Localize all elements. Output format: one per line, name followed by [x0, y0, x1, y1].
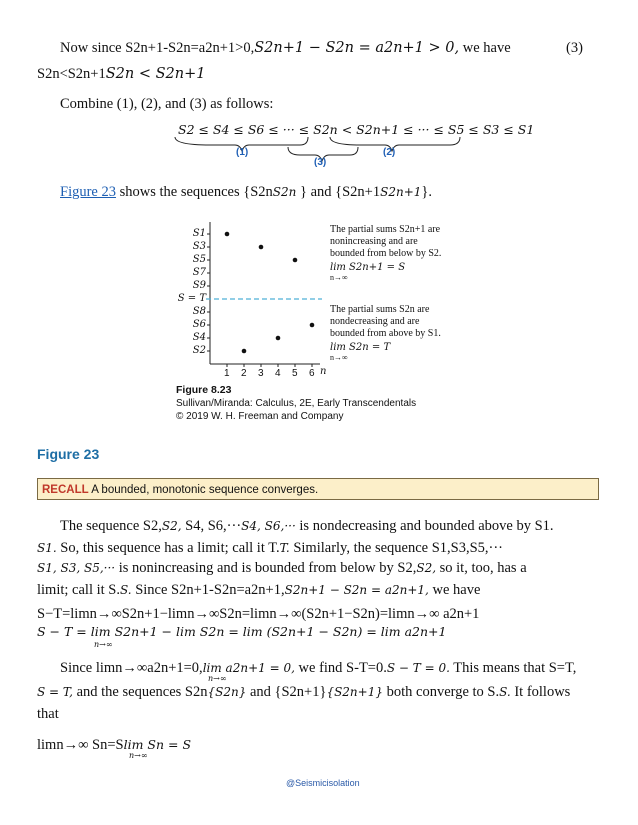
figure-caption-title: Figure 8.23 [176, 384, 232, 396]
final-limit-sub: n→∞ [129, 751, 148, 760]
para-1-text-b: we have [462, 40, 511, 56]
equation-math-sub: n→∞ [94, 640, 113, 649]
para-4-line-3 [37, 560, 527, 577]
para-3 [60, 184, 432, 201]
para-5-text-b: we find S-T=0. [298, 660, 387, 676]
equation-math: S − T = lim S2n+1 − lim S2n = lim (S2n+1 − S2n) = lim a2n+1 [37, 624, 447, 639]
note-top-line-1: The partial sums S2n+1 are [330, 224, 441, 235]
y-label-s4: S4 [192, 332, 206, 343]
y-axis-labels [170, 227, 206, 357]
note-bottom-line-2: nondecreasing and are [330, 316, 420, 327]
para-5-text-g: It follows [514, 684, 571, 700]
para-5-math-4: {S2n} [207, 685, 247, 699]
y-label-s8: S8 [192, 306, 206, 317]
para-4-line-4 [37, 582, 480, 599]
point-s1 [225, 232, 230, 237]
y-label-s1: S1 [192, 228, 206, 239]
figure-caption-copyright: © 2019 W. H. Freeman and Company [176, 411, 344, 422]
para-5-math-6: S. [499, 685, 511, 699]
limit-bottom: lim S2n = T [330, 342, 391, 353]
para-3-text-b: S2n [250, 184, 273, 200]
chain-mid: < [341, 122, 353, 137]
point-s5 [293, 258, 298, 263]
para-5-line-3: that [37, 706, 59, 722]
y-label-s5: S5 [192, 254, 206, 265]
equation-text: S−T=limn→∞S2n+1−limn→∞S2n=limn→∞(S2n+1−S2n)=limn→∞ a2n+1 [37, 606, 480, 622]
x-tick-3: 3 [258, 368, 264, 379]
para-1-line-1 [60, 40, 511, 57]
para-1-text-a: Now since S2n+1-S2n=a2n+1>0, [60, 40, 255, 56]
para-4-text-3b: so it, too, has a [439, 560, 527, 576]
para-4-text-4b: Since S2n+1-S2n=a2n+1, [135, 582, 285, 598]
point-s4 [276, 336, 281, 341]
y-label-s3: S3 [192, 241, 206, 252]
para-3-text-c: } and { [300, 184, 343, 200]
chain-label-1: (1) [236, 147, 249, 158]
final-limit-text: limn→∞ Sn=S [37, 737, 124, 753]
para-4-math-4a: S. [119, 583, 132, 597]
note-bottom-line-1: The partial sums S2n are [330, 304, 430, 315]
para-4-text-2b: Similarly, the sequence S1,S3,S5,··· [293, 540, 504, 556]
footer-watermark: @Seismicisolation [286, 778, 360, 788]
recall-text: A bounded, monotonic sequence converges. [91, 484, 319, 496]
para-5-line-2 [37, 684, 570, 701]
figure-23-link[interactable]: Figure 23 [60, 184, 116, 200]
y-label-s9: S9 [192, 280, 206, 291]
para-4-math-1a: S2, [161, 519, 182, 533]
x-tick-6: 6 [309, 368, 315, 379]
y-label-s7: S7 [192, 267, 206, 278]
para-5-text-d: and the sequences S2n [76, 684, 208, 700]
limit-top: lim S2n+1 = S [330, 262, 406, 273]
para-5-math-3: S = T, [37, 685, 73, 699]
chain-right: S2n+1 ≤ ··· ≤ S5 ≤ S3 ≤ S1 [356, 122, 535, 137]
para-2: Combine (1), (2), and (3) as follows: [60, 96, 274, 112]
recall-box [37, 478, 599, 500]
para-3-text-e: }. [421, 184, 432, 200]
para-4-line-1 [60, 518, 554, 535]
figure-caption-source: Sullivan/Miranda: Calculus, 2E, Early Transcendentals [176, 398, 417, 409]
note-bottom [330, 304, 441, 364]
para-5-text-e: and {S2n+1} [249, 684, 327, 700]
para-5-math-1: lim a2n+1 = 0, [202, 661, 295, 675]
recall-keyword: RECALL [42, 484, 89, 496]
para-4-math-3a: S1, S3, S5,··· [37, 561, 116, 575]
limit-top-sub: n→∞ [330, 273, 348, 282]
para-4-text-2a: So, this sequence has a limit; call it T. [60, 540, 280, 556]
para-4-text-4c: we have [432, 582, 481, 598]
chain-braces [170, 135, 470, 175]
para-1-line-2 [37, 66, 205, 83]
para-1-math-c: S2n < S2n+1 [105, 66, 206, 82]
note-bottom-line-3: bounded from above by S1. [330, 328, 441, 339]
para-4-line-2 [37, 540, 503, 557]
chain-label-2: (2) [383, 147, 396, 158]
para-4-math-2b: T. [279, 541, 290, 555]
para-5-math-2: S − T = 0. [386, 661, 450, 675]
note-top-line-3: bounded from below by S2. [330, 248, 442, 259]
para-3-math-d: S2n+1 [380, 185, 422, 199]
y-label-s6: S6 [192, 319, 206, 330]
para-4-text-4a: limit; call it S. [37, 582, 120, 598]
chain-label-3: (3) [314, 157, 327, 168]
para-3-math-b: S2n [272, 185, 297, 199]
chain-left: S2 ≤ S4 ≤ S6 ≤ ··· ≤ S2n [178, 122, 338, 137]
figure-23-image [170, 212, 470, 432]
para-4-text-1a: The sequence S2, [60, 518, 162, 534]
para-4-math-3b: S2, [416, 561, 437, 575]
x-tick-2: 2 [241, 368, 247, 379]
equation-number: (3) [566, 40, 583, 56]
x-axis-variable: n [320, 366, 327, 377]
para-3-text-a: shows the sequences { [119, 184, 251, 200]
limit-bottom-sub: n→∞ [330, 353, 348, 362]
para-1-math-a: S2n+1 − S2n = a2n+1 > 0, [254, 40, 460, 56]
final-limit [37, 737, 191, 754]
para-4-text-1c: is nondecreasing and bounded above by S1. [299, 518, 554, 534]
y-label-s-equals-t: S = T [177, 293, 206, 304]
para-5-text-f: both converge to S. [386, 684, 500, 700]
final-limit-math: lim Sn = S [123, 737, 192, 752]
para-5-line-1 [60, 660, 576, 677]
para-5-text-a: Since limn→∞a2n+1=0, [60, 660, 203, 676]
point-s2 [242, 349, 247, 354]
y-label-s2: S2 [192, 345, 206, 356]
para-5-text-c: This means that S=T, [453, 660, 577, 676]
para-4-math-2a: S1. [37, 541, 57, 555]
para-5-math-1-sub: n→∞ [208, 674, 227, 683]
para-3-text-d: S2n+1 [342, 184, 381, 200]
point-s6 [310, 323, 315, 328]
x-tick-5: 5 [292, 368, 298, 379]
x-tick-1: 1 [224, 368, 230, 379]
note-top-line-2: nonincreasing and are [330, 236, 418, 247]
note-top [330, 224, 441, 284]
para-4-text-3a: is nonincreasing and is bounded from below by S2, [118, 560, 417, 576]
para-4-math-1b: S4, S6,··· [241, 519, 296, 533]
para-4-text-1b: S4, S6,··· [185, 518, 242, 534]
para-1-text-c: S2n<S2n+1 [37, 66, 106, 82]
para-5-math-5: {S2n+1} [326, 685, 383, 699]
point-s3 [259, 245, 264, 250]
x-tick-4: 4 [275, 368, 281, 379]
para-4-math-4b: S2n+1 − S2n = a2n+1, [284, 583, 429, 597]
figure-heading: Figure 23 [37, 446, 100, 462]
